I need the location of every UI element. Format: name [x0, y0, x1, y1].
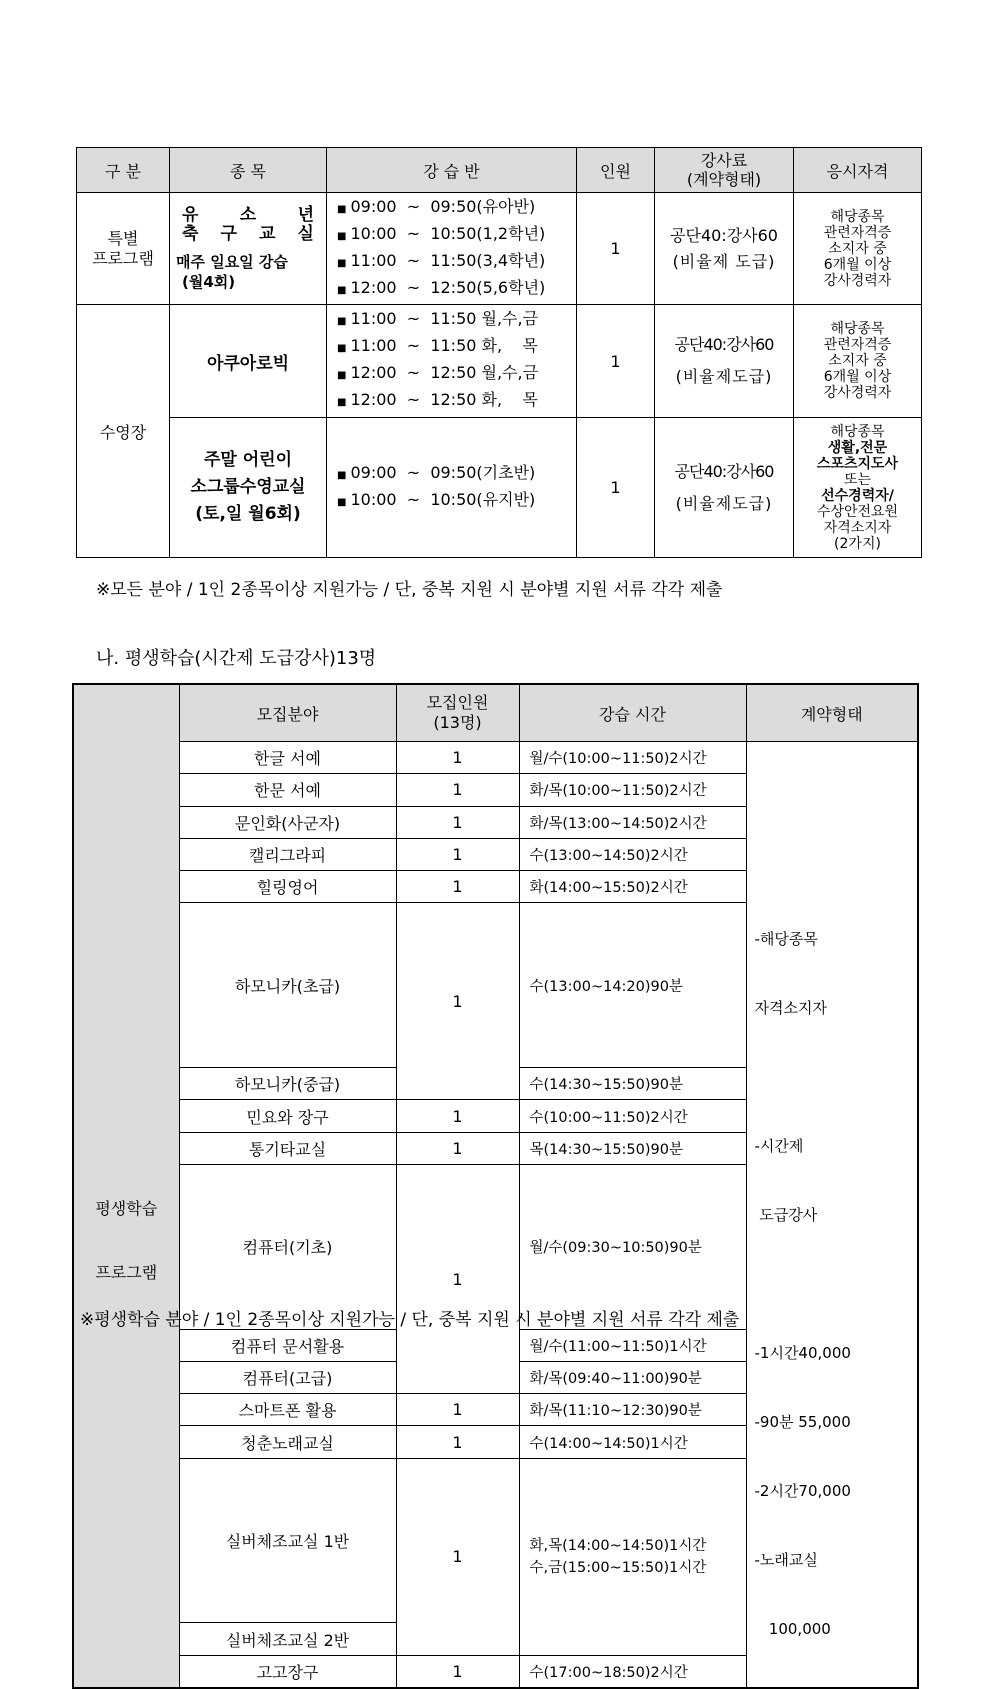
field-cell: 힐링영어: [179, 871, 396, 903]
contract-cell: [746, 742, 918, 1689]
subject-line: [170, 225, 326, 244]
subject-note: 매주 일요일 강습: [176, 252, 288, 271]
fee-cell: [655, 418, 794, 558]
schedule-item: [337, 388, 576, 415]
subject-char: 구: [220, 223, 237, 244]
fee-cell: [655, 305, 794, 418]
field-cell: 한글 서예: [179, 742, 396, 774]
bullet-icon: ■: [337, 469, 347, 481]
count-cell: 1: [396, 903, 519, 1100]
section-heading: 나. 평생학습(시간제 도급강사)13명: [96, 648, 377, 669]
field-cell: 컴퓨터(기초): [179, 1164, 396, 1329]
schedule-text: 11:00 ~ 11:50(3,4학년): [350, 250, 546, 270]
fee-line: (비율제 도급): [672, 251, 776, 271]
schedule-item: [337, 334, 576, 361]
contract-line: 도급강사: [754, 1206, 818, 1224]
header-count: [396, 684, 519, 742]
table-row: [73, 742, 918, 774]
fee-line: 공단40:강사60: [670, 225, 778, 245]
field-cell: 문인화(사군자): [179, 806, 396, 838]
time-cell: 화/목(11:10~12:30)90분: [519, 1394, 746, 1426]
field-cell: 컴퓨터(고급): [179, 1361, 396, 1393]
contract-line: -1시간40,000: [754, 1344, 851, 1362]
schedule-text: 10:00 ~ 10:50(1,2학년): [350, 223, 546, 243]
schedule-text: 10:00 ~ 10:50(유지반): [350, 489, 536, 509]
subject-cell: [170, 193, 327, 305]
qual-line: 관련자격증: [823, 224, 892, 241]
category-line: 프로그램: [95, 1263, 158, 1282]
contract-line: [755, 1273, 918, 1296]
field-cell: 캘리그라피: [179, 838, 396, 870]
schedule-item: [337, 276, 576, 303]
schedule-text: 11:00 ~ 11:50 월,수,금: [350, 309, 539, 328]
subject-line: [170, 206, 326, 225]
time-cell: 수(13:00~14:20)90분: [519, 903, 746, 1068]
bullet-icon: ■: [337, 496, 347, 508]
count-cell: 1: [396, 838, 519, 870]
subject-line: (토,일 월6회): [195, 504, 301, 524]
qual-line: 스포츠지도사: [816, 455, 899, 472]
qual-line: 해당종목: [830, 208, 885, 225]
qual-line: 소지자 중: [828, 353, 887, 369]
count-cell: 1: [577, 418, 655, 558]
field-cell: 스마트폰 활용: [179, 1394, 396, 1426]
category-line: 프로그램: [92, 248, 154, 268]
bullet-icon: ■: [337, 284, 347, 296]
count-cell: 1: [396, 774, 519, 806]
time-line: 수,금(15:00~15:50)1시간: [529, 1559, 707, 1576]
time-cell: 수(14:30~15:50)90분: [519, 1068, 746, 1100]
subject-char: 축: [182, 223, 199, 244]
subject-char: 유: [182, 204, 199, 225]
category-cell: [77, 193, 170, 305]
qualification-cell: [794, 193, 922, 305]
qual-line: 선수경력자/: [821, 487, 894, 504]
field-cell: 하모니카(중급): [179, 1068, 396, 1100]
count-cell: 1: [396, 1132, 519, 1164]
table-header-row: [73, 684, 918, 742]
header-qualification: 응시자격: [794, 148, 922, 193]
count-cell: 1: [396, 871, 519, 903]
note-sports: ※모든 분야 / 1인 2종목이상 지원가능 / 단, 중복 지원 시 분야별 지원 서류 각각 제출: [96, 580, 723, 600]
schedule-item: [337, 461, 576, 488]
sports-program-table: [76, 147, 922, 558]
header-subject: 종 목: [170, 148, 327, 193]
table-row: [77, 305, 922, 418]
subject-cell: [170, 418, 327, 558]
header-count-line: (13명): [433, 713, 482, 732]
field-cell: 고고장구: [179, 1655, 396, 1688]
table-row: [77, 418, 922, 558]
field-cell: 하모니카(초급): [179, 903, 396, 1068]
schedule-text: 12:00 ~ 12:50(5,6학년): [350, 277, 546, 297]
bullet-icon: ■: [337, 343, 347, 354]
time-cell: 화/목(10:00~11:50)2시간: [519, 774, 746, 806]
qual-line: 6개월 이상: [823, 369, 892, 385]
bullet-icon: ■: [337, 257, 347, 269]
field-cell: 실버체조교실 2반: [179, 1623, 396, 1655]
note-lifelong: ※평생학습 분야 / 1인 2종목이상 지원가능 / 단, 중복 지원 시 분야별 지원 서류 각각 제출: [80, 1310, 740, 1330]
schedule-text: 12:00 ~ 12:50 화, 목: [350, 390, 538, 409]
contract-line: [755, 1066, 918, 1089]
qual-line: (2가지): [834, 535, 881, 552]
header-fee: [655, 148, 794, 193]
time-cell: 목(14:30~15:50)90분: [519, 1132, 746, 1164]
field-cell: 컴퓨터 문서활용: [179, 1329, 396, 1361]
header-contract: 계약형태: [746, 684, 918, 742]
category-line: 평생학습: [95, 1199, 158, 1218]
contract-line: -2시간70,000: [754, 1482, 851, 1500]
schedule-item: [337, 195, 576, 222]
count-cell: 1: [577, 193, 655, 305]
time-cell: 화(14:00~15:50)2시간: [519, 871, 746, 903]
subject-char: 소: [239, 204, 257, 225]
count-cell: 1: [396, 742, 519, 774]
count-cell: 1: [396, 1394, 519, 1426]
time-cell: 수(10:00~11:50)2시간: [519, 1100, 746, 1132]
subject-note: (월4회): [182, 272, 236, 291]
subject-char: 교: [259, 223, 276, 244]
contract-line: -노래교실: [754, 1551, 818, 1569]
qual-line: 수상안전요원: [816, 503, 899, 520]
schedule-item: [337, 222, 576, 249]
bullet-icon: ■: [337, 203, 347, 215]
header-count: 인원: [577, 148, 655, 193]
count-cell: 1: [396, 1426, 519, 1458]
table-header-row: [77, 148, 922, 193]
fee-line: (비율제도급): [675, 493, 773, 513]
qual-line: 강사경력자: [823, 385, 892, 401]
qualification-cell: [794, 305, 922, 418]
field-cell: 청춘노래교실: [179, 1426, 396, 1458]
lifelong-learning-table: [72, 683, 919, 1689]
header-class: 강 습 반: [327, 148, 577, 193]
contract-line: -시간제: [754, 1137, 804, 1155]
count-cell: 1: [577, 305, 655, 418]
qual-line: 소지자 중: [828, 240, 887, 257]
header-fee-line1: 강사료: [700, 151, 748, 170]
qual-line: 6개월 이상: [823, 256, 892, 273]
bullet-icon: ■: [337, 370, 347, 381]
time-cell: 월/수(09:30~10:50)90분: [519, 1164, 746, 1329]
count-cell: 1: [396, 1164, 519, 1393]
schedule-text: 12:00 ~ 12:50 월,수,금: [350, 363, 539, 382]
subject-line: 주말 어린이: [203, 450, 293, 470]
time-cell: 화/목(09:40~11:00)90분: [519, 1361, 746, 1393]
field-cell: 통기타교실: [179, 1132, 396, 1164]
qual-line: 강사경력자: [823, 272, 892, 289]
fee-line: 공단40:강사60: [674, 461, 774, 481]
count-cell: 1: [396, 1458, 519, 1655]
bullet-icon: ■: [337, 316, 347, 327]
schedule-text: 11:00 ~ 11:50 화, 목: [350, 336, 538, 355]
time-cell: 수(14:00~14:50)1시간: [519, 1426, 746, 1458]
subject-line: 소그룹수영교실: [190, 477, 306, 497]
time-cell: 수(17:00~18:50)2시간: [519, 1655, 746, 1688]
bullet-icon: ■: [337, 397, 347, 408]
schedule-item: [337, 249, 576, 276]
count-cell: 1: [396, 806, 519, 838]
time-line: 화,목(14:00~14:50)1시간: [529, 1537, 707, 1554]
time-cell: 월/수(11:00~11:50)1시간: [519, 1329, 746, 1361]
header-category: 구 분: [77, 148, 170, 193]
schedule-text: 09:00 ~ 09:50(기초반): [350, 462, 536, 482]
qual-line: 해당종목: [830, 423, 885, 440]
subject-char: 년: [297, 204, 314, 225]
qual-line: 관련자격증: [823, 337, 892, 353]
count-cell: 1: [396, 1655, 519, 1688]
time-cell: [519, 1458, 746, 1655]
schedule-text: 09:00 ~ 09:50(유아반): [350, 196, 536, 216]
schedule-item: [337, 488, 576, 515]
header-time: 강습 시간: [519, 684, 746, 742]
table-row: [77, 193, 922, 305]
qualification-cell: [794, 418, 922, 558]
subject-cell: 아쿠아로빅: [170, 305, 327, 418]
subject-char: 실: [297, 223, 314, 244]
count-cell: 1: [396, 1100, 519, 1132]
time-cell: 월/수(10:00~11:50)2시간: [519, 742, 746, 774]
schedule-cell: [327, 418, 577, 558]
schedule-cell: [327, 193, 577, 305]
time-cell: 화/목(13:00~14:50)2시간: [519, 806, 746, 838]
contract-line: -90분 55,000: [754, 1413, 851, 1431]
header-field: 모집분야: [179, 684, 396, 742]
category-cell: [73, 684, 179, 1688]
contract-line: -해당종목: [754, 930, 818, 948]
schedule-item: [337, 361, 576, 388]
fee-line: (비율제도급): [675, 367, 773, 386]
category-cell: 수영장: [77, 305, 170, 558]
header-count-line: 모집인원: [426, 693, 489, 712]
header-fee-line2: (계약형태): [686, 170, 762, 189]
qual-line: 자격소지자: [823, 519, 892, 536]
schedule-item: [337, 307, 576, 334]
contract-line: 100,000: [754, 1620, 831, 1638]
fee-line: 공단40:강사60: [674, 335, 774, 354]
category-line: 특별: [107, 228, 139, 248]
qual-line: 해당종목: [830, 321, 885, 337]
schedule-cell: [327, 305, 577, 418]
qual-line: 생활,전문: [827, 439, 888, 456]
field-cell: 민요와 장구: [179, 1100, 396, 1132]
time-cell: 수(13:00~14:50)2시간: [519, 838, 746, 870]
contract-line: 자격소지자: [754, 999, 827, 1017]
bullet-icon: ■: [337, 230, 347, 242]
qual-line: 또는: [843, 471, 872, 488]
field-cell: 실버체조교실 1반: [179, 1458, 396, 1623]
field-cell: 한문 서예: [179, 774, 396, 806]
fee-cell: [655, 193, 794, 305]
